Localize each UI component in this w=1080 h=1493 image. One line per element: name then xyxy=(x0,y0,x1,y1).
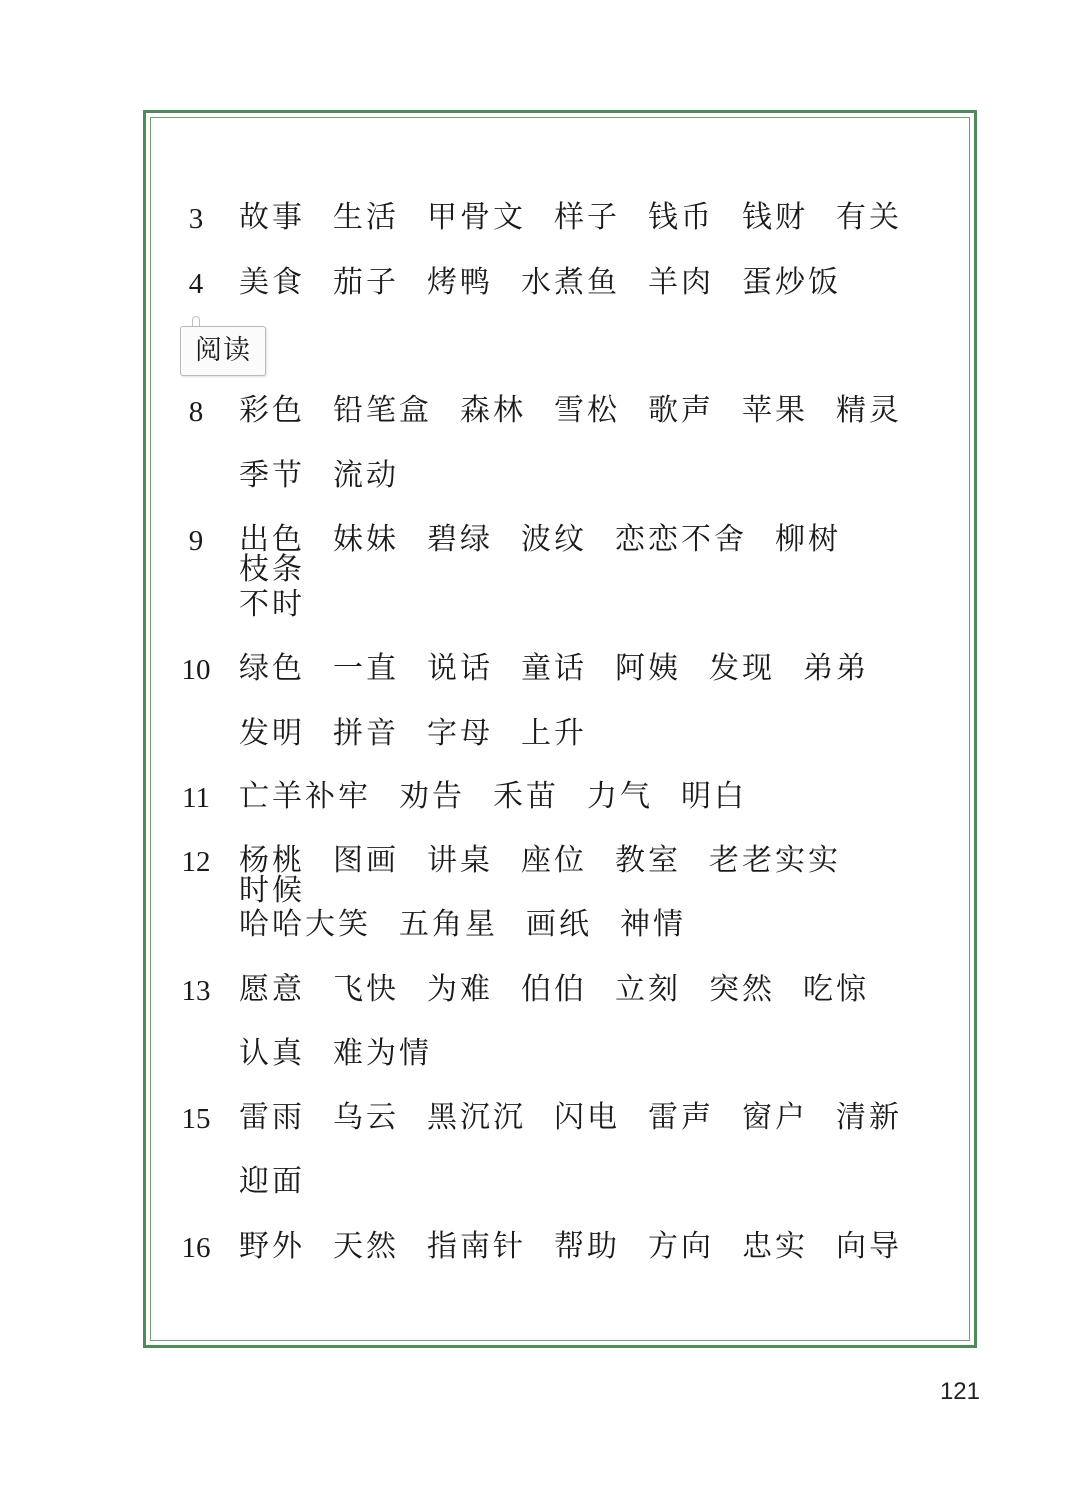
vocabulary-word: 帮助 xyxy=(554,1229,620,1264)
vocabulary-word: 不时 xyxy=(239,587,305,622)
vocabulary-word: 方向 xyxy=(648,1229,714,1264)
vocabulary-word: 野外 xyxy=(239,1229,305,1264)
vocabulary-word: 突然 xyxy=(709,972,775,1007)
vocabulary-word: 生活 xyxy=(333,200,399,235)
lesson-number: 9 xyxy=(188,525,204,557)
vocabulary-word: 拼音 xyxy=(333,716,399,751)
vocabulary-word: 歌声 xyxy=(648,393,714,428)
vocabulary-word: 枝条 xyxy=(239,552,305,587)
vocabulary-word: 亡羊补牢 xyxy=(239,779,371,814)
vocabulary-word: 黑沉沉 xyxy=(427,1100,526,1135)
word-line xyxy=(239,200,950,235)
vocabulary-word: 茄子 xyxy=(333,265,399,300)
vocabulary-word: 铅笔盒 xyxy=(333,393,432,428)
vocabulary-word: 故事 xyxy=(239,200,305,235)
vocabulary-word: 柳树 xyxy=(775,522,841,557)
vocabulary-word: 图画 xyxy=(333,843,399,878)
vocabulary-word: 美食 xyxy=(239,265,305,300)
vocabulary-word: 伯伯 xyxy=(521,972,587,1007)
vocabulary-word: 钱财 xyxy=(742,200,808,235)
vocabulary-word: 难为情 xyxy=(333,1036,432,1071)
lesson-number: 11 xyxy=(182,782,210,814)
vocabulary-word: 五角星 xyxy=(399,907,498,942)
vocabulary-word: 忠实 xyxy=(742,1229,808,1264)
vocabulary-word: 吃惊 xyxy=(803,972,869,1007)
vocabulary-word: 雷雨 xyxy=(239,1100,305,1135)
vocabulary-word: 明白 xyxy=(681,779,747,814)
vocabulary-word: 劝告 xyxy=(399,779,465,814)
vocabulary-word: 向导 xyxy=(836,1229,902,1264)
lesson-number: 16 xyxy=(181,1232,211,1264)
vocabulary-word: 流动 xyxy=(333,458,399,493)
vocabulary-word: 雷声 xyxy=(648,1100,714,1135)
vocabulary-word: 一直 xyxy=(333,651,399,686)
lesson-number: 3 xyxy=(188,203,204,235)
vocabulary-word: 杨桃 xyxy=(239,843,305,878)
vocabulary-word: 森林 xyxy=(460,393,526,428)
word-line xyxy=(239,1229,950,1264)
vocabulary-word: 座位 xyxy=(521,843,587,878)
vocabulary-word: 飞快 xyxy=(333,972,399,1007)
vocabulary-word: 教室 xyxy=(615,843,681,878)
vocabulary-word: 愿意 xyxy=(239,972,305,1007)
word-line xyxy=(239,265,950,300)
vocabulary-word: 上升 xyxy=(521,716,587,751)
vocabulary-word: 字母 xyxy=(427,716,493,751)
vocabulary-word: 彩色 xyxy=(239,393,305,428)
vocabulary-word: 苹果 xyxy=(742,393,808,428)
vocabulary-word: 迎面 xyxy=(239,1164,305,1199)
word-line xyxy=(239,1164,950,1199)
vocabulary-word: 认真 xyxy=(239,1036,305,1071)
vocabulary-word: 样子 xyxy=(554,200,620,235)
vocabulary-word: 季节 xyxy=(239,458,305,493)
word-line xyxy=(239,907,950,942)
word-line xyxy=(239,779,950,814)
vocabulary-word: 天然 xyxy=(333,1229,399,1264)
vocabulary-word: 窗户 xyxy=(742,1100,808,1135)
word-line xyxy=(239,587,950,622)
vocabulary-word: 烤鸭 xyxy=(427,265,493,300)
vocabulary-word: 乌云 xyxy=(333,1100,399,1135)
word-line xyxy=(239,716,950,751)
vocabulary-word: 弟弟 xyxy=(803,651,869,686)
vocabulary-word: 妹妹 xyxy=(333,522,399,557)
vocabulary-word: 童话 xyxy=(521,651,587,686)
vocabulary-word: 绿色 xyxy=(239,651,305,686)
word-line xyxy=(239,458,950,493)
vocabulary-word: 讲桌 xyxy=(427,843,493,878)
word-line xyxy=(239,843,950,908)
vocabulary-word: 钱币 xyxy=(648,200,714,235)
word-line xyxy=(239,1100,950,1135)
label-hook xyxy=(192,316,200,326)
word-line xyxy=(239,1036,950,1071)
vocabulary-word: 老老实实 xyxy=(709,843,841,878)
vocabulary-word: 水煮鱼 xyxy=(521,265,620,300)
lesson-number: 15 xyxy=(181,1103,211,1135)
vocabulary-word: 精灵 xyxy=(836,393,902,428)
page-number: 121 xyxy=(939,1378,980,1405)
vocabulary-word: 说话 xyxy=(427,651,493,686)
vocabulary-word: 清新 xyxy=(836,1100,902,1135)
section-label-reading: 阅读 xyxy=(180,326,266,376)
vocabulary-word: 出色 xyxy=(239,522,305,557)
vocabulary-word: 波纹 xyxy=(521,522,587,557)
lesson-number: 13 xyxy=(181,975,211,1007)
vocabulary-word: 神情 xyxy=(620,907,686,942)
vocabulary-word: 力气 xyxy=(587,779,653,814)
vocabulary-word: 时候 xyxy=(239,873,305,908)
vocabulary-word: 恋恋不舍 xyxy=(615,522,747,557)
vocabulary-word: 为难 xyxy=(427,972,493,1007)
vocabulary-word: 画纸 xyxy=(526,907,592,942)
vocabulary-word: 立刻 xyxy=(615,972,681,1007)
vocabulary-word: 甲骨文 xyxy=(427,200,526,235)
vocabulary-word: 发明 xyxy=(239,716,305,751)
lesson-number: 4 xyxy=(188,268,204,300)
word-line xyxy=(239,393,950,428)
lesson-number: 10 xyxy=(181,654,211,686)
lesson-number: 12 xyxy=(181,846,211,878)
vocabulary-word: 碧绿 xyxy=(427,522,493,557)
vocabulary-word: 哈哈大笑 xyxy=(239,907,371,942)
word-line xyxy=(239,972,950,1007)
vocabulary-word: 闪电 xyxy=(554,1100,620,1135)
word-line xyxy=(239,522,950,587)
vocabulary-word: 羊肉 xyxy=(648,265,714,300)
vocabulary-word: 雪松 xyxy=(554,393,620,428)
word-line xyxy=(239,651,950,686)
vocabulary-word: 有关 xyxy=(836,200,902,235)
vocabulary-word: 指南针 xyxy=(427,1229,526,1264)
vocabulary-word: 蛋炒饭 xyxy=(742,265,841,300)
vocabulary-word: 禾苗 xyxy=(493,779,559,814)
vocabulary-word: 阿姨 xyxy=(615,651,681,686)
lesson-number: 8 xyxy=(188,396,204,428)
vocabulary-word: 发现 xyxy=(709,651,775,686)
